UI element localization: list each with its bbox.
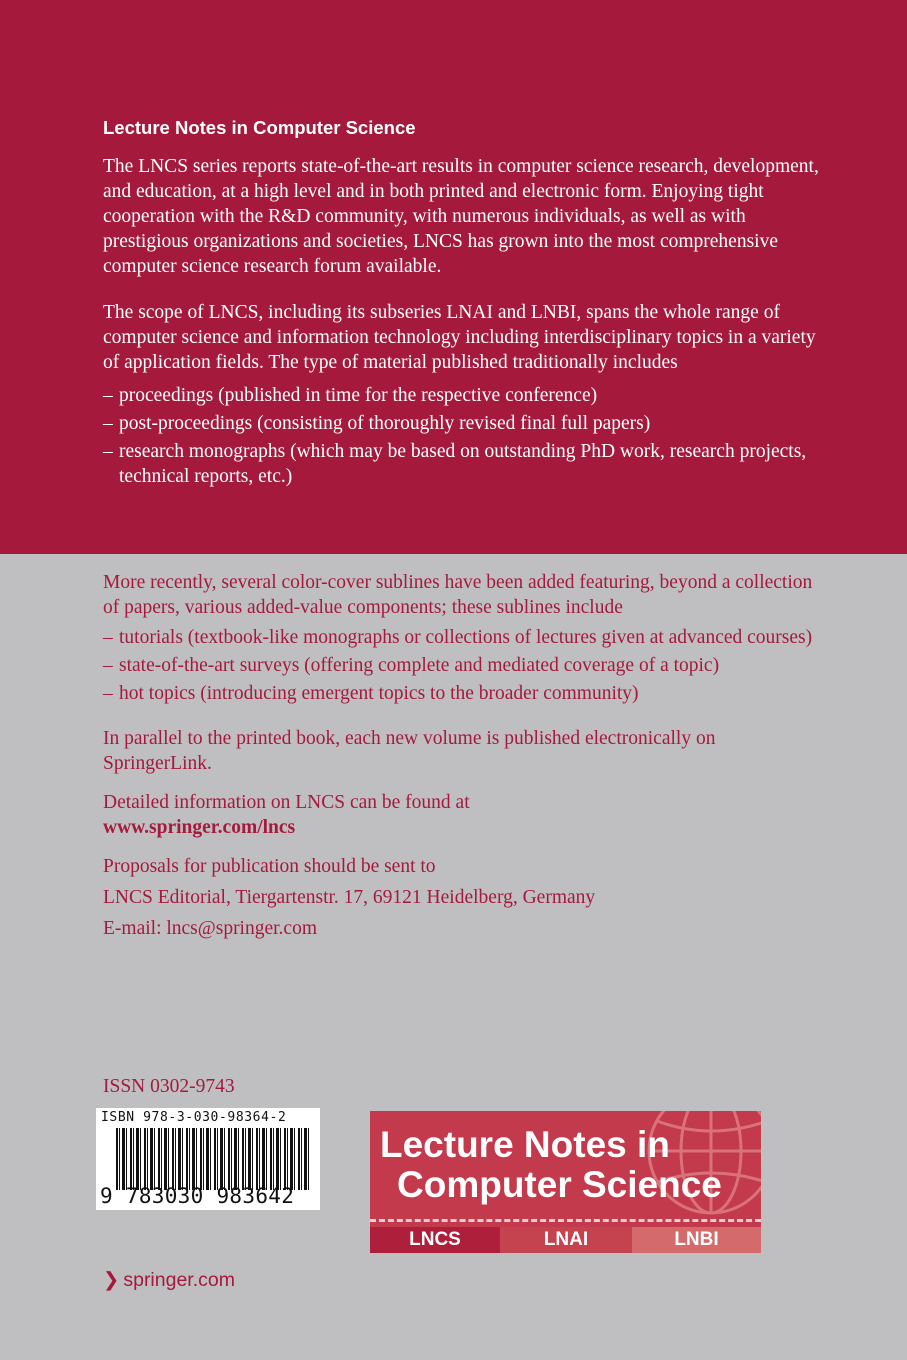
barcode-digits: 9 783030 983642 (100, 1184, 295, 1208)
list-item: – proceedings (published in time for the respective conference) (103, 385, 598, 406)
intro-paragraph: The LNCS series reports state-of-the-art results in computer science research, development, and education, at a high level and in both printed and electronic form. Enjoying tight cooperation with the R&D community, with numerous individuals, as well as with prestigious organizations and societies, LNCS has grown into the most comprehensive computer science research forum available. (103, 156, 819, 277)
subseries-lncs: LNCS (370, 1227, 500, 1253)
list-item: – hot topics (introducing emergent topics to the broader community) (103, 683, 639, 704)
issn-number: ISSN 0302-9743 (103, 1076, 235, 1097)
proposals-text: Proposals for publication should be sent to (103, 856, 436, 877)
subseries-lnbi: LNBI (632, 1227, 761, 1253)
list-item: – state-of-the-art surveys (offering complete and mediated coverage of a topic) (103, 655, 720, 676)
subseries-lnai: LNAI (500, 1227, 632, 1253)
lncs-url-link[interactable]: www.springer.com/lncs (103, 817, 296, 838)
list-item: – research monographs (which may be based on outstanding PhD work, research projects, technical reports, etc.) (103, 441, 807, 487)
bottom-text-block (103, 570, 823, 941)
subseries-bar (370, 1227, 761, 1253)
list-item: – tutorials (textbook-like monographs or collections of lectures given at advanced courses) (103, 627, 813, 648)
series-heading: Lecture Notes in Computer Science (103, 117, 416, 138)
electronic-paragraph: In parallel to the printed book, each new volume is published electronically on SpringerLink. (103, 728, 716, 774)
top-text-block (103, 116, 823, 492)
sublines-list (103, 625, 823, 706)
logo-title-line2: Computer Science (397, 1164, 722, 1205)
email-text: E-mail: lncs@springer.com (103, 918, 317, 939)
logo-title (380, 1125, 750, 1205)
isbn-text: ISBN 978-3-030-98364-2 (101, 1110, 287, 1125)
info-paragraph: Detailed information on LNCS can be found at (103, 792, 470, 813)
sublines-paragraph: More recently, several color-cover sublines have been added featuring, beyond a collection of papers, various added-value components; these sublines include (103, 572, 813, 618)
list-item: – post-proceedings (consisting of thoroughly revised final full papers) (103, 413, 651, 434)
scope-paragraph: The scope of LNCS, including its subseries LNAI and LNBI, spans the whole range of computer science and information technology including interdisciplinary topics in a variety of application fields. The type of material published traditionally includes (103, 302, 816, 373)
logo-divider (370, 1219, 761, 1222)
series-logo (370, 1111, 761, 1253)
barcode (96, 1108, 320, 1210)
barcode-bars (116, 1128, 312, 1190)
editorial-address: LNCS Editorial, Tiergartenstr. 17, 69121 Heidelberg, Germany (103, 887, 596, 908)
material-list (103, 383, 823, 489)
springer-link[interactable] (103, 1268, 235, 1292)
logo-title-line1: Lecture Notes in (380, 1124, 670, 1165)
chevron-right-icon: ❯ (103, 1269, 120, 1291)
springer-site-text: springer.com (123, 1269, 235, 1291)
